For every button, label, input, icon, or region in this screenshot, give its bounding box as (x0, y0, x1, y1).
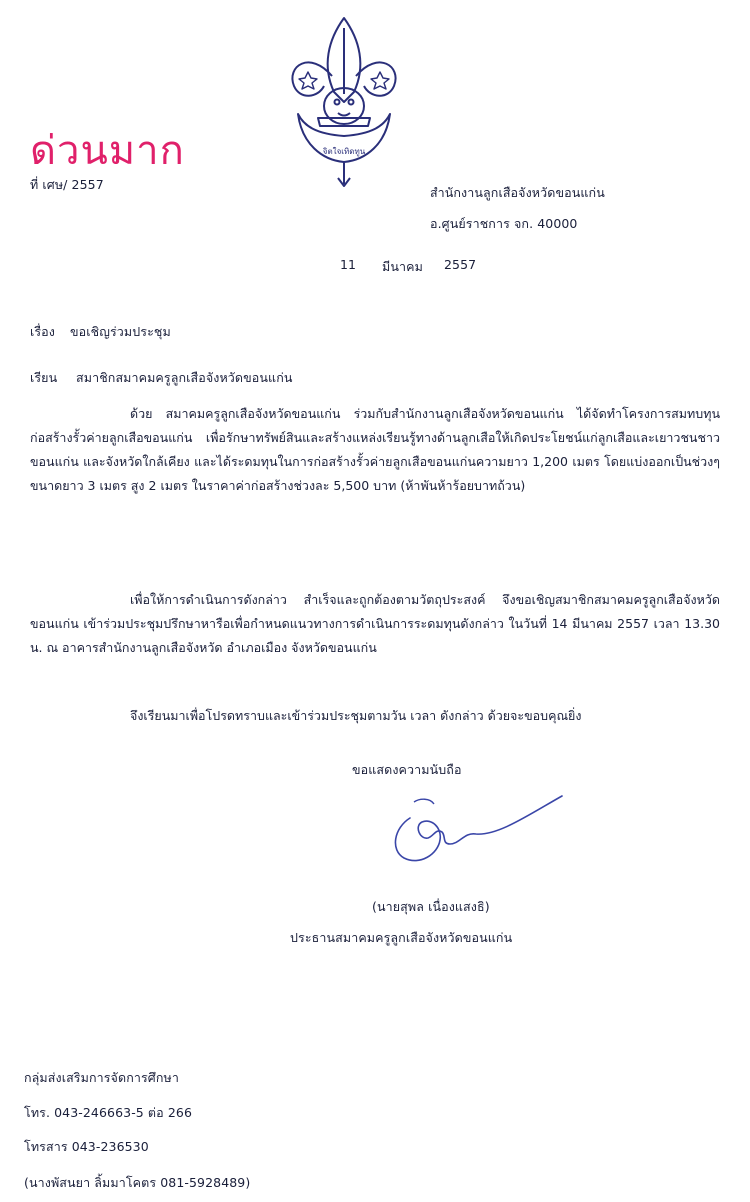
date-year: 2557 (444, 257, 477, 272)
footer-contact: (นางพัสนยา ลิ้มมาโคตร 081-5928489) (24, 1175, 251, 1190)
urgent-stamp: ด่วนมาก (30, 128, 185, 174)
scout-emblem-icon (288, 14, 400, 192)
sender-org: สำนักงานลูกเสือจังหวัดขอนแก่น (430, 185, 605, 200)
date-month: มีนาคม (382, 259, 423, 274)
signer-name: (นายสุพล เนื่องแสงธิ) (372, 899, 490, 914)
signature-image (380, 788, 570, 878)
emblem-banner-text: จิตใจเทิดทูน (322, 147, 366, 156)
footer-department: กลุ่มส่งเสริมการจัดการศึกษา (24, 1070, 179, 1085)
subject-label: เรื่อง (30, 324, 55, 339)
sender-address: อ.ศูนย์ราชการ จก. 40000 (430, 216, 578, 231)
body-paragraph-1: ด้วย สมาคมครูลูกเสือจังหวัดขอนแก่น ร่วมกับสำนักงานลูกเสือจังหวัดขอนแก่น ได้จัดทำโครงการสมทบทุนก่อสร้างรั้วค่ายลูกเสือขอนแก่น เพื่อรักษาทรัพย์สินและสร้างแหล่งเรียนรู้ทางด้านลูกเสือให้เกิดประโยชน์แก่ลูกเสือและเยาวชนชาวขอนแก่น และจังหวัดใกล้เคียง และได้ระดมทุนในการก่อสร้างรั้วค่ายลูกเสือขอนแก่นความยาว 1,200 เมตร โดยแบ่งออกเป็นช่วงๆ ขนาดยาว 3 เมตร สูง 2 เมตร ในราคาค่าก่อสร้างช่วงละ 5,500 บาท (ห้าพันห้าร้อยบาทถ้วน) (30, 406, 720, 493)
footer-fax: โทรสาร 043-236530 (24, 1139, 149, 1154)
reference-number: ที่ เศษ/ 2557 (30, 177, 104, 192)
body-paragraph-3: จึงเรียนมาเพื่อโปรดทราบและเข้าร่วมประชุมตามวัน เวลา ดังกล่าว ด้วยจะขอบคุณยิ่ง (130, 708, 582, 723)
closing-text: ขอแสดงความนับถือ (352, 762, 462, 777)
salutation-text: สมาชิกสมาคมครูลูกเสือจังหวัดขอนแก่น (76, 370, 293, 385)
subject-text: ขอเชิญร่วมประชุม (70, 324, 171, 339)
body-paragraph-2: เพื่อให้การดำเนินการดังกล่าว สำเร็จและถูกต้องตามวัตถุประสงค์ จึงขอเชิญสมาชิกสมาคมครูลูกเสือจังหวัดขอนแก่น เข้าร่วมประชุมปรึกษาหารือเพื่อกำหนดแนวทางการดำเนินการระดมทุนดังกล่าว ในวันที่ 14 มีนาคม 2557 เวลา 13.30 น. ณ อาคารสำนักงานลูกเสือจังหวัด อำเภอเมือง จังหวัดขอนแก่น (30, 592, 720, 655)
salutation-label: เรียน (30, 370, 58, 385)
date-day: 11 (340, 257, 357, 272)
footer-phone: โทร. 043-246663-5 ต่อ 266 (24, 1105, 192, 1120)
signer-position: ประธานสมาคมครูลูกเสือจังหวัดขอนแก่น (290, 930, 513, 945)
